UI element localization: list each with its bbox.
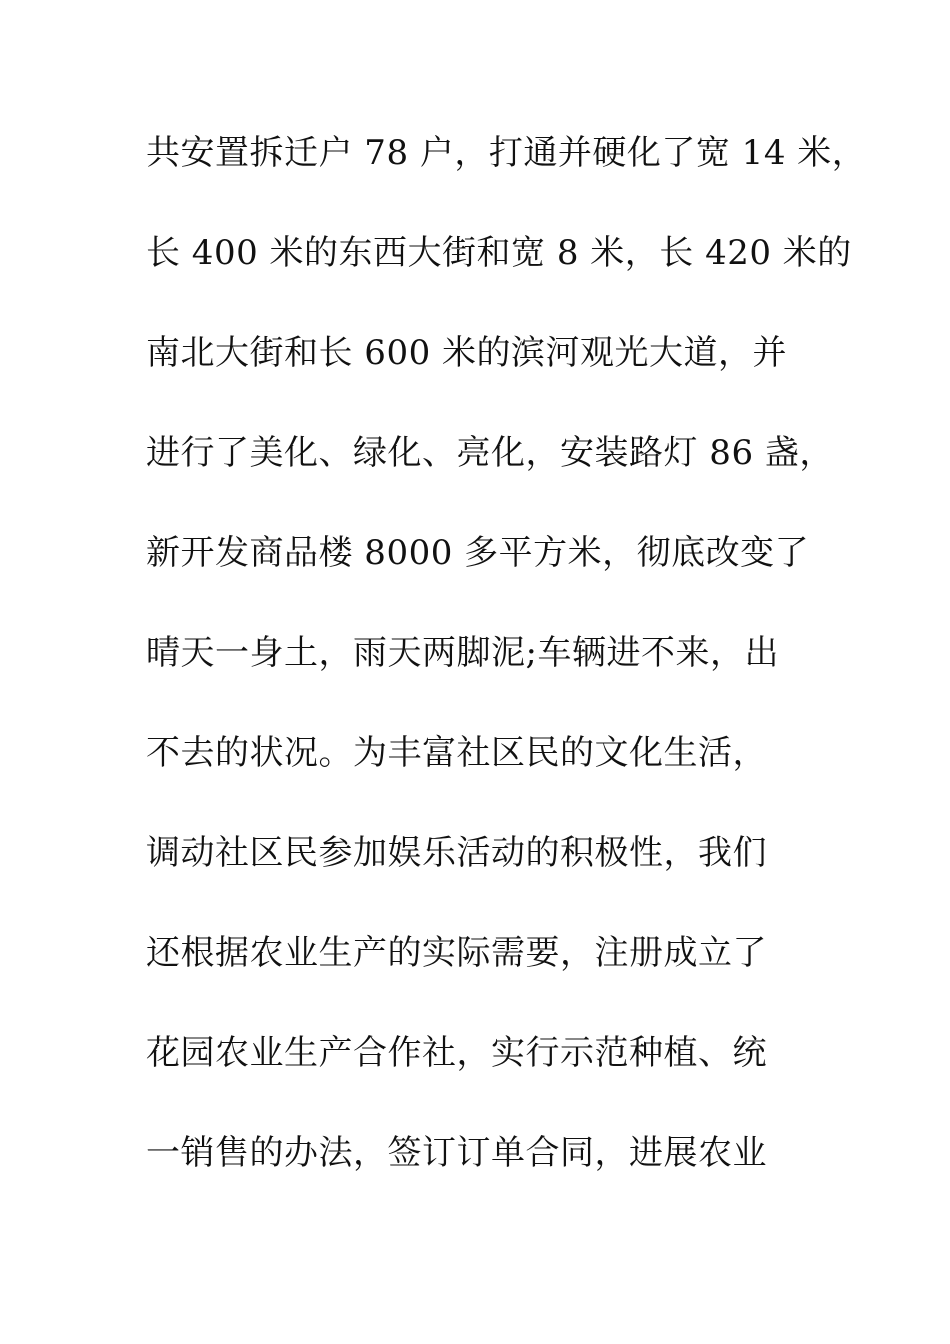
text-line: 长 400 米的东西大街和宽 8 米，长 420 米的: [146, 233, 852, 273]
text-line: 晴天一身土，雨天两脚泥;车辆进不来，出: [146, 633, 779, 673]
document-body: [146, 128, 867, 1228]
text-line: 一销售的办法，签订订单合同，进展农业: [146, 1133, 767, 1173]
text-line: 南北大街和长 600 米的滨河观光大道，并: [146, 333, 788, 373]
text-line: 共安置拆迁户 78 户，打通并硬化了宽 14 米，: [146, 133, 867, 173]
text-line: 不去的状况。为丰富社区民的文化生活，: [146, 733, 767, 773]
text-line: 调动社区民参加娱乐活动的积极性，我们: [146, 833, 767, 873]
text-line: 新开发商品楼 8000 多平方米，彻底改变了: [146, 533, 810, 573]
text-line: 还根据农业生产的实际需要，注册成立了: [146, 933, 767, 973]
text-line: 花园农业生产合作社，实行示范种植、统: [146, 1033, 767, 1073]
text-line: 进行了美化、绿化、亮化，安装路灯 86 盏，: [146, 433, 834, 473]
